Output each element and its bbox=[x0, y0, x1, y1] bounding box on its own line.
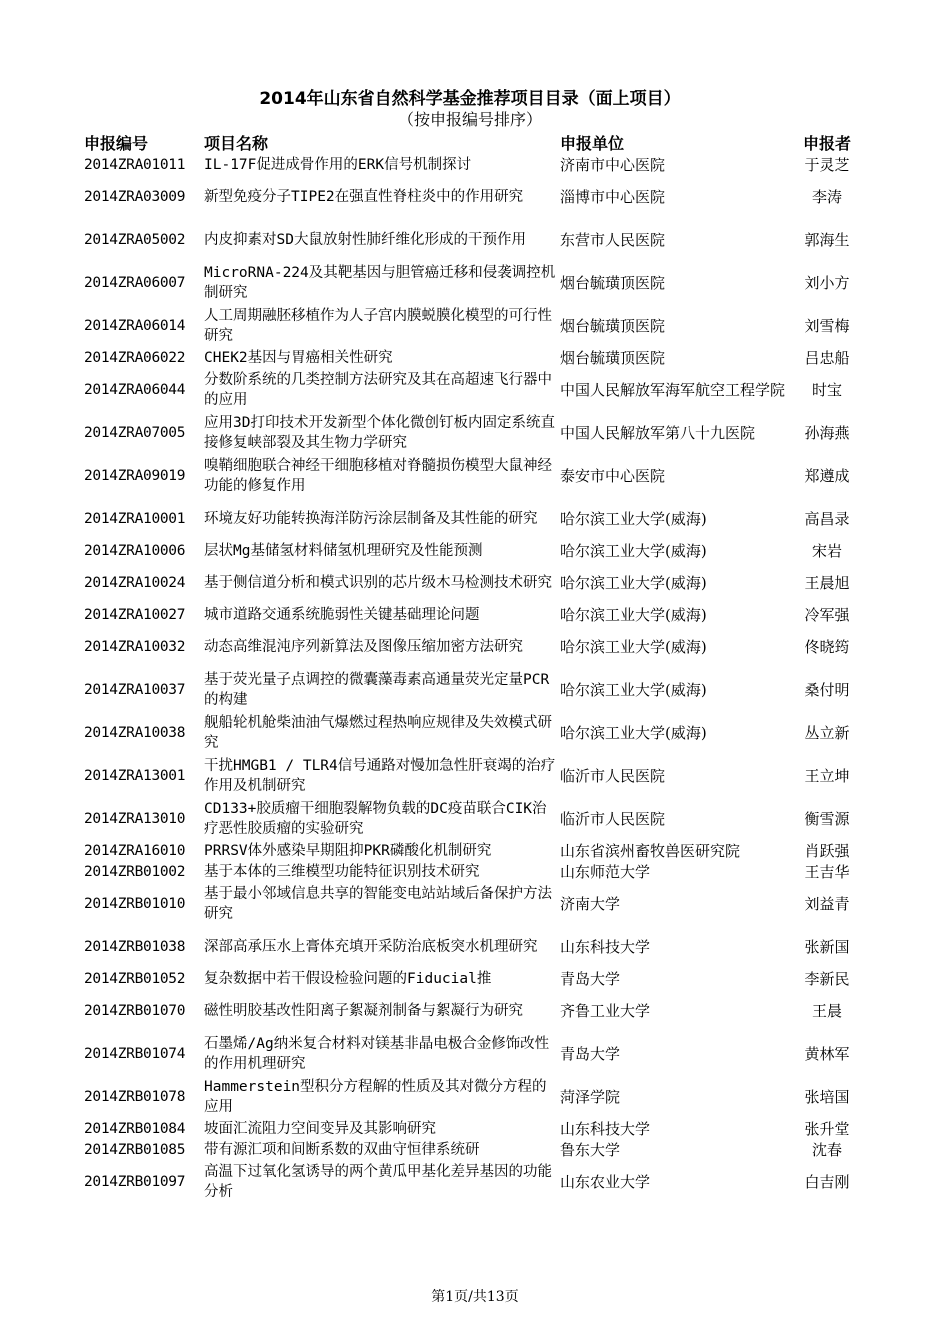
cell-project-name: 内皮抑素对SD大鼠放射性肺纤维化形成的干预作用 bbox=[204, 231, 526, 248]
cell-unit: 济南市中心医院 bbox=[560, 155, 666, 174]
table-row bbox=[82, 625, 860, 668]
page-footer: 第1页/共13页 bbox=[431, 1289, 519, 1305]
table-row bbox=[82, 861, 860, 882]
cell-unit: 泰安市中心医院 bbox=[560, 466, 666, 485]
cell-project-id: 2014ZRA06044 bbox=[84, 381, 186, 398]
cell-applicant: 于灵芝 bbox=[804, 155, 850, 174]
table-row bbox=[82, 497, 860, 540]
table-row bbox=[82, 561, 860, 604]
table-row bbox=[82, 989, 860, 1032]
cell-applicant: 时宝 bbox=[811, 380, 842, 399]
cell-unit: 烟台毓璜顶医院 bbox=[560, 273, 666, 292]
cell-project-name: 分数阶系统的几类控制方法研究及其在高超速飞行器中的应用 bbox=[204, 371, 552, 408]
table-row bbox=[82, 154, 860, 175]
cell-project-id: 2014ZRA16010 bbox=[84, 842, 186, 859]
cell-project-id: 2014ZRA03009 bbox=[84, 188, 186, 205]
cell-project-name: 坡面汇流阻力空间变异及其影响研究 bbox=[204, 1120, 436, 1137]
cell-applicant: 衡雪源 bbox=[804, 809, 850, 828]
page-title: 2014年山东省自然科学基金推荐项目目录（面上项目） bbox=[259, 89, 681, 109]
cell-applicant: 丛立新 bbox=[804, 723, 850, 742]
table-row bbox=[82, 261, 860, 304]
cell-project-id: 2014ZRB01078 bbox=[84, 1088, 186, 1105]
table-row bbox=[82, 540, 860, 561]
table-row bbox=[82, 754, 860, 797]
cell-applicant: 张培国 bbox=[804, 1087, 850, 1106]
cell-applicant: 刘雪梅 bbox=[804, 316, 850, 335]
column-header-name: 项目名称 bbox=[204, 134, 269, 153]
cell-applicant: 王晨 bbox=[811, 1001, 842, 1020]
table-row bbox=[82, 218, 860, 261]
cell-applicant: 吕忠船 bbox=[804, 348, 850, 367]
cell-applicant: 张新国 bbox=[804, 937, 850, 956]
cell-unit: 哈尔滨工业大学(威海) bbox=[560, 605, 707, 624]
cell-applicant: 冷军强 bbox=[804, 605, 850, 624]
cell-applicant: 黄林军 bbox=[804, 1044, 850, 1063]
cell-project-id: 2014ZRB01084 bbox=[84, 1120, 186, 1137]
cell-project-name: 嗅鞘细胞联合神经干细胞移植对脊髓损伤模型大鼠神经功能的修复作用 bbox=[204, 457, 552, 494]
table-row bbox=[82, 968, 860, 989]
cell-applicant: 李新民 bbox=[804, 969, 850, 988]
column-header-person: 申报者 bbox=[802, 134, 851, 153]
cell-unit: 哈尔滨工业大学(威海) bbox=[560, 541, 707, 560]
table-header-row bbox=[82, 134, 860, 154]
cell-project-name: 复杂数据中若干假设检验问题的Fiducial推 bbox=[204, 970, 492, 987]
cell-unit: 山东省滨州畜牧兽医研究院 bbox=[560, 841, 741, 860]
cell-project-name: PRRSV体外感染早期阻抑PKR磷酸化机制研究 bbox=[204, 842, 492, 859]
cell-project-name: 动态高维混沌序列新算法及图像压缩加密方法研究 bbox=[204, 638, 523, 655]
cell-unit: 山东科技大学 bbox=[560, 1119, 651, 1138]
cell-applicant: 白吉刚 bbox=[804, 1172, 850, 1191]
cell-project-name: 层状Mg基储氢材料储氢机理研究及性能预测 bbox=[204, 542, 483, 559]
cell-unit: 哈尔滨工业大学(威海) bbox=[560, 573, 707, 592]
cell-unit: 东营市人民医院 bbox=[560, 230, 666, 249]
table-row bbox=[82, 604, 860, 625]
cell-applicant: 张升堂 bbox=[804, 1119, 850, 1138]
cell-applicant: 王吉华 bbox=[804, 862, 850, 881]
cell-unit: 山东科技大学 bbox=[560, 937, 651, 956]
cell-unit: 淄博市中心医院 bbox=[560, 187, 666, 206]
cell-project-id: 2014ZRA10006 bbox=[84, 542, 186, 559]
table-row bbox=[82, 1032, 860, 1075]
cell-project-name: 基于本体的三维模型功能特征识别技术研究 bbox=[204, 863, 480, 880]
cell-project-id: 2014ZRA10038 bbox=[84, 724, 186, 741]
cell-project-id: 2014ZRA06007 bbox=[84, 274, 186, 291]
table-row bbox=[82, 454, 860, 497]
cell-unit: 山东师范大学 bbox=[560, 862, 651, 881]
cell-unit: 青岛大学 bbox=[560, 1044, 621, 1063]
cell-unit: 青岛大学 bbox=[560, 969, 621, 988]
table-row bbox=[82, 175, 860, 218]
cell-project-name: MicroRNA-224及其靶基因与胆管癌迁移和侵袭调控机制研究 bbox=[204, 264, 556, 301]
column-header-unit: 申报单位 bbox=[560, 134, 625, 153]
table-row bbox=[82, 797, 860, 840]
cell-project-name: 城市道路交通系统脆弱性关键基础理论问题 bbox=[204, 606, 480, 623]
cell-unit: 山东农业大学 bbox=[560, 1172, 651, 1191]
cell-project-id: 2014ZRB01038 bbox=[84, 938, 186, 955]
cell-project-id: 2014ZRA06022 bbox=[84, 349, 186, 366]
cell-applicant: 郭海生 bbox=[804, 230, 850, 249]
cell-project-name: 带有源汇项和间断系数的双曲守恒律系统研 bbox=[204, 1141, 480, 1158]
table-row bbox=[82, 668, 860, 711]
cell-unit: 哈尔滨工业大学(威海) bbox=[560, 680, 707, 699]
table-row bbox=[82, 368, 860, 411]
cell-project-name: 环境友好功能转换海洋防污涂层制备及其性能的研究 bbox=[204, 510, 538, 527]
cell-project-name: 基于荧光量子点调控的微囊藻毒素高通量荧光定量PCR的构建 bbox=[204, 671, 550, 708]
cell-project-id: 2014ZRB01070 bbox=[84, 1002, 186, 1019]
project-table bbox=[82, 134, 860, 1203]
cell-project-id: 2014ZRB01074 bbox=[84, 1045, 186, 1062]
cell-applicant: 桑付明 bbox=[804, 680, 850, 699]
cell-applicant: 沈春 bbox=[811, 1140, 842, 1159]
cell-project-id: 2014ZRA01011 bbox=[84, 156, 186, 173]
cell-applicant: 郑遵成 bbox=[804, 466, 850, 485]
cell-project-name: CD133+胶质瘤干细胞裂解物负载的DC疫苗联合CIK治疗恶性胶质瘤的实验研究 bbox=[204, 800, 547, 837]
cell-applicant: 高昌录 bbox=[804, 509, 850, 528]
cell-project-id: 2014ZRA13010 bbox=[84, 810, 186, 827]
cell-project-id: 2014ZRA05002 bbox=[84, 231, 186, 248]
table-row bbox=[82, 711, 860, 754]
cell-unit: 烟台毓璜顶医院 bbox=[560, 348, 666, 367]
cell-project-id: 2014ZRA10037 bbox=[84, 681, 186, 698]
cell-unit: 临沂市人民医院 bbox=[560, 809, 666, 828]
cell-applicant: 肖跃强 bbox=[804, 841, 850, 860]
cell-applicant: 刘小方 bbox=[804, 273, 850, 292]
cell-project-name: 人工周期融胚移植作为人子宫内膜蜕膜化模型的可行性研究 bbox=[204, 307, 552, 344]
cell-project-id: 2014ZRA10027 bbox=[84, 606, 186, 623]
table-row bbox=[82, 1075, 860, 1118]
cell-project-id: 2014ZRB01002 bbox=[84, 863, 186, 880]
cell-unit: 中国人民解放军海军航空工程学院 bbox=[560, 380, 786, 399]
cell-project-id: 2014ZRB01010 bbox=[84, 895, 186, 912]
cell-applicant: 刘益青 bbox=[804, 894, 850, 913]
cell-applicant: 王晨旭 bbox=[804, 573, 850, 592]
cell-project-id: 2014ZRA10032 bbox=[84, 638, 186, 655]
table-row bbox=[82, 347, 860, 368]
cell-project-id: 2014ZRA10024 bbox=[84, 574, 186, 591]
table-row bbox=[82, 1118, 860, 1139]
cell-project-name: CHEK2基因与胃癌相关性研究 bbox=[204, 349, 393, 366]
cell-project-name: 磁性明胶基改性阳离子絮凝剂制备与絮凝行为研究 bbox=[204, 1002, 523, 1019]
cell-project-id: 2014ZRA06014 bbox=[84, 317, 186, 334]
cell-project-id: 2014ZRB01085 bbox=[84, 1141, 186, 1158]
cell-unit: 齐鲁工业大学 bbox=[560, 1001, 651, 1020]
page-subtitle: （按申报编号排序） bbox=[397, 110, 542, 129]
cell-project-name: 舰船轮机舱柴油油气爆燃过程热响应规律及失效模式研究 bbox=[204, 714, 552, 751]
table-row bbox=[82, 304, 860, 347]
cell-applicant: 孙海燕 bbox=[804, 423, 850, 442]
cell-project-id: 2014ZRA10001 bbox=[84, 510, 186, 527]
cell-project-name: 干扰HMGB1 / TLR4信号通路对慢加急性肝衰竭的治疗作用及机制研究 bbox=[204, 757, 556, 794]
cell-unit: 哈尔滨工业大学(威海) bbox=[560, 637, 707, 656]
cell-unit: 中国人民解放军第八十九医院 bbox=[560, 423, 756, 442]
cell-project-name: IL-17F促进成骨作用的ERK信号机制探讨 bbox=[204, 156, 472, 173]
cell-project-name: 高温下过氧化氢诱导的两个黄瓜甲基化差异基因的功能分析 bbox=[204, 1163, 552, 1200]
cell-project-name: 深部高承压水上膏体充填开采防治底板突水机理研究 bbox=[204, 938, 538, 955]
cell-project-name: 新型免疫分子TIPE2在强直性脊柱炎中的作用研究 bbox=[204, 188, 524, 205]
cell-unit: 哈尔滨工业大学(威海) bbox=[560, 723, 707, 742]
cell-unit: 临沂市人民医院 bbox=[560, 766, 666, 785]
cell-applicant: 王立坤 bbox=[804, 766, 850, 785]
cell-unit: 菏泽学院 bbox=[560, 1087, 621, 1106]
cell-project-name: 基于最小邻域信息共享的智能变电站站域后备保护方法研究 bbox=[204, 885, 552, 922]
cell-applicant: 李涛 bbox=[811, 187, 842, 206]
cell-applicant: 佟晓筠 bbox=[804, 637, 850, 656]
table-row bbox=[82, 925, 860, 968]
column-header-id: 申报编号 bbox=[84, 134, 149, 153]
cell-unit: 烟台毓璜顶医院 bbox=[560, 316, 666, 335]
cell-project-name: 石墨烯/Ag纳米复合材料对镁基非晶电极合金修饰改性的作用机理研究 bbox=[204, 1035, 550, 1072]
cell-project-id: 2014ZRA09019 bbox=[84, 467, 186, 484]
cell-project-id: 2014ZRB01052 bbox=[84, 970, 186, 987]
cell-project-name: 应用3D打印技术开发新型个体化微创钉板内固定系统直接修复峡部裂及其生物力学研究 bbox=[204, 414, 555, 451]
table-row bbox=[82, 840, 860, 861]
cell-unit: 哈尔滨工业大学(威海) bbox=[560, 509, 707, 528]
cell-unit: 鲁东大学 bbox=[560, 1140, 621, 1159]
cell-applicant: 宋岩 bbox=[811, 541, 842, 560]
table-row bbox=[82, 1160, 860, 1203]
table-row bbox=[82, 882, 860, 925]
cell-project-id: 2014ZRA13001 bbox=[84, 767, 186, 784]
cell-project-name: 基于侧信道分析和模式识别的芯片级木马检测技术研究 bbox=[204, 574, 552, 591]
cell-project-id: 2014ZRA07005 bbox=[84, 424, 186, 441]
cell-project-id: 2014ZRB01097 bbox=[84, 1173, 186, 1190]
table-body bbox=[82, 154, 860, 1203]
cell-project-name: Hammerstein型积分方程解的性质及其对微分方程的应用 bbox=[204, 1078, 547, 1115]
table-row bbox=[82, 411, 860, 454]
table-row bbox=[82, 1139, 860, 1160]
cell-unit: 济南大学 bbox=[560, 894, 621, 913]
